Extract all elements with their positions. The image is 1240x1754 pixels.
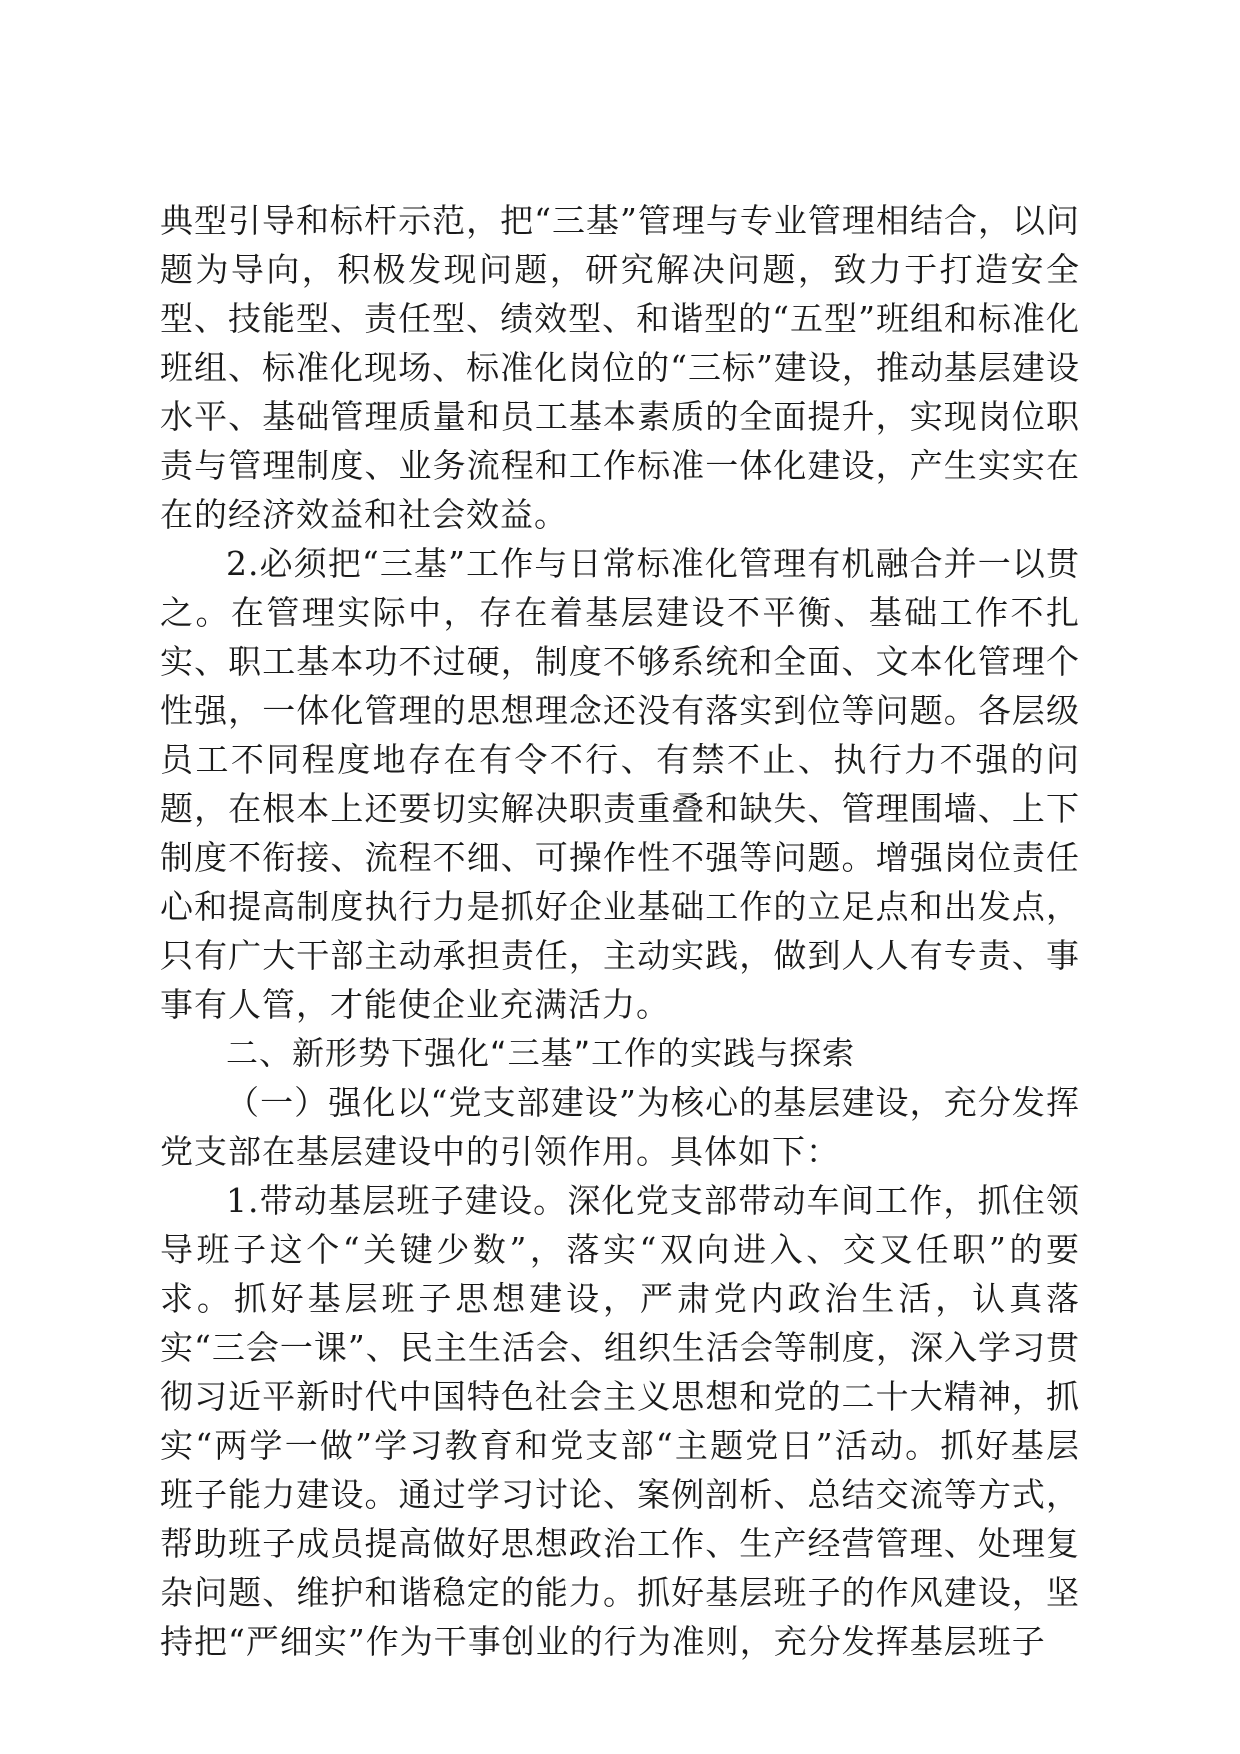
document-body xyxy=(160,196,1080,1666)
subsection-heading: （一）强化以“党支部建设”为核心的基层建设，充分发挥党支部在基层建设中的引领作用。具体如下： xyxy=(160,1083,1080,1171)
section-heading: 二、新形势下强化“三基”工作的实践与探索 xyxy=(226,1034,856,1072)
paragraph-item-2: 2.必须把“三基”工作与日常标准化管理有机融合并一以贯之。在管理实际中，存在着基层建设不平衡、基础工作不扎实、职工基本功不过硬，制度不够系统和全面、文本化管理个性强，一体化管理的思想理念还没有落实到位等问题。各层级员工不同程度地存在有令不行、有禁不止、执行力不强的问题，在根本上还要切实解决职责重叠和缺失、管理围墙、上下制度不衔接、流程不细、可操作性不强等问题。增强岗位责任心和提高制度执行力是抓好企业基础工作的立足点和出发点，只有广大干部主动承担责任，主动实践，做到人人有专责、事事有人管，才能使企业充满活力。 xyxy=(160,544,1080,1024)
paragraph-item-1: 1.带动基层班子建设。深化党支部带动车间工作，抓住领导班子这个“关键少数”，落实“双向进入、交叉任职”的要求。抓好基层班子思想建设，严肃党内政治生活，认真落实“三会一课”、民主生活会、组织生活会等制度，深入学习贯彻习近平新时代中国特色社会主义思想和党的二十大精神，抓实“两学一做”学习教育和党支部“主题党日”活动。抓好基层班子能力建设。通过学习讨论、案例剖析、总结交流等方式，帮助班子成员提高做好思想政治工作、生产经营管理、处理复杂问题、维护和谐稳定的能力。抓好基层班子的作风建设，坚持把“严细实”作为干事创业的行为准则，充分发挥基层班子 xyxy=(160,1181,1080,1661)
paragraph-continuation: 典型引导和标杆示范，把“三基”管理与专业管理相结合，以问题为导向，积极发现问题，研究解决问题，致力于打造安全型、技能型、责任型、绩效型、和谐型的“五型”班组和标准化班组、标准化现场、标准化岗位的“三标”建设，推动基层建设水平、基础管理质量和员工基本素质的全面提升，实现岗位职责与管理制度、业务流程和工作标准一体化建设，产生实实在在的经济效益和社会效益。 xyxy=(160,201,1080,534)
